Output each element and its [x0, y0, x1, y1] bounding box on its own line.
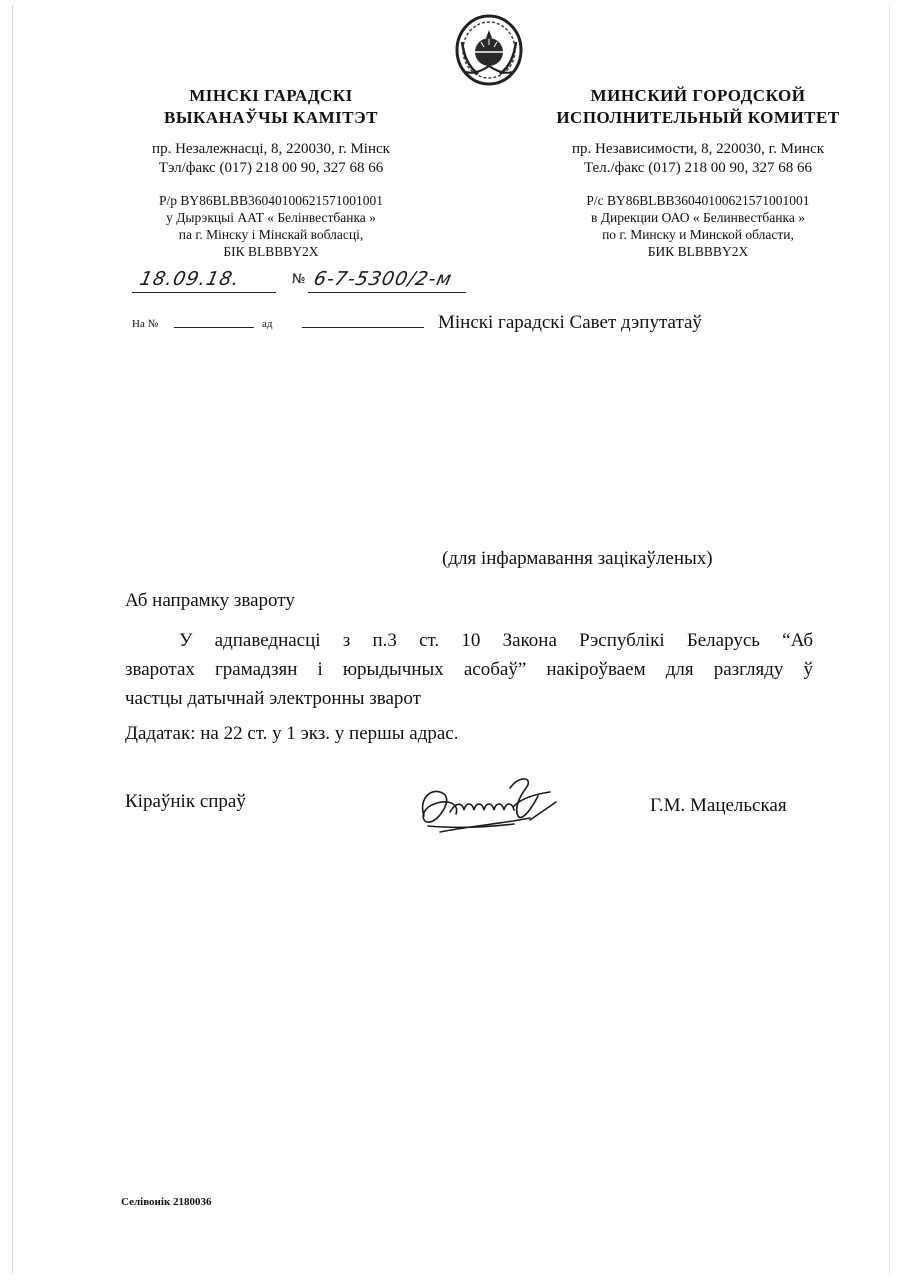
body-line-3: частцы датычнай электронны зварот: [125, 687, 421, 709]
signature-image: [410, 768, 570, 844]
ad-label: ад: [262, 318, 273, 330]
bank-account-be: Р/р BY86BLBB36040100621571001001: [159, 192, 383, 208]
phone-ru: Тел./факс (017) 218 00 90, 327 68 66: [583, 160, 813, 177]
bank-region-ru: по г. Минску и Минской области,: [602, 227, 794, 243]
bank-details-be: [116, 192, 426, 261]
bank-branch-be: у Дырэкцыі ААТ « Белінвестбанка »: [166, 209, 376, 225]
state-emblem-icon: [450, 12, 528, 88]
na-underline: [174, 327, 254, 328]
info-note: (для інфармавання зацікаўленых): [442, 548, 713, 569]
body-line-2: зваротах грамадзян і юрыдычных асобаў” накіроўваем для разгляду ў: [125, 658, 813, 680]
signer-name: Г.М. Мацельская: [650, 795, 787, 816]
reply-to-line: [132, 314, 792, 338]
org-name-ru-line2: ИСПОЛНИТЕЛЬНЫЙ КОМИТЕТ: [556, 107, 840, 127]
header-left: [116, 86, 426, 261]
attachment-note: Дадатак: на 22 ст. у 1 экз. у першы адрас.: [125, 723, 459, 744]
subject: Аб напрамку звароту: [125, 590, 295, 611]
signer-role: Кіраўнік спраў: [125, 791, 246, 812]
bank-branch-ru: в Дирекции ОАО « Белинвестбанка »: [591, 209, 805, 225]
date-underline: [132, 292, 276, 293]
address-be: пр. Незалежнасці, 8, 220030, г. Мінск: [152, 141, 390, 158]
org-name-ru-line1: МИНСКИЙ ГОРОДСКОЙ: [590, 86, 806, 105]
executor-note: Селівонік 2180036: [121, 1196, 212, 1208]
outgoing-reference: [132, 268, 492, 298]
bank-account-ru: Р/с BY86BLBB36040100621571001001: [586, 192, 810, 208]
header-right: [538, 86, 858, 261]
org-name-be-line1: МІНСКІ ГАРАДСКІ: [189, 86, 353, 105]
letter-body: [125, 627, 813, 714]
na-label: На №: [132, 318, 159, 330]
handwritten-date: 18.09.18.: [137, 268, 242, 290]
org-name-be-line2: ВЫКАНАЎЧЫ КАМІТЭТ: [163, 107, 378, 127]
bank-bic-ru: БИК BLBBBY2X: [647, 244, 749, 260]
body-line-1: У адпаведнасці з п.3 ст. 10 Закона Рэспублікі Беларусь “Аб: [179, 630, 813, 651]
ad-underline: [302, 327, 424, 328]
bank-bic-be: БІК BLBBBY2X: [223, 244, 319, 260]
number-mark: №: [292, 272, 307, 287]
number-underline: [308, 292, 466, 293]
recipient: Мінскі гарадскі Савет дэпутатаў: [438, 312, 702, 333]
handwritten-number: 6-7-5300/2-м: [311, 268, 455, 290]
bank-details-ru: [538, 192, 858, 261]
phone-be: Тэл/факс (017) 218 00 90, 327 68 66: [158, 160, 384, 177]
bank-region-be: па г. Мінску і Мінскай вобласці,: [178, 227, 364, 243]
address-ru: пр. Независимости, 8, 220030, г. Минск: [572, 141, 824, 158]
